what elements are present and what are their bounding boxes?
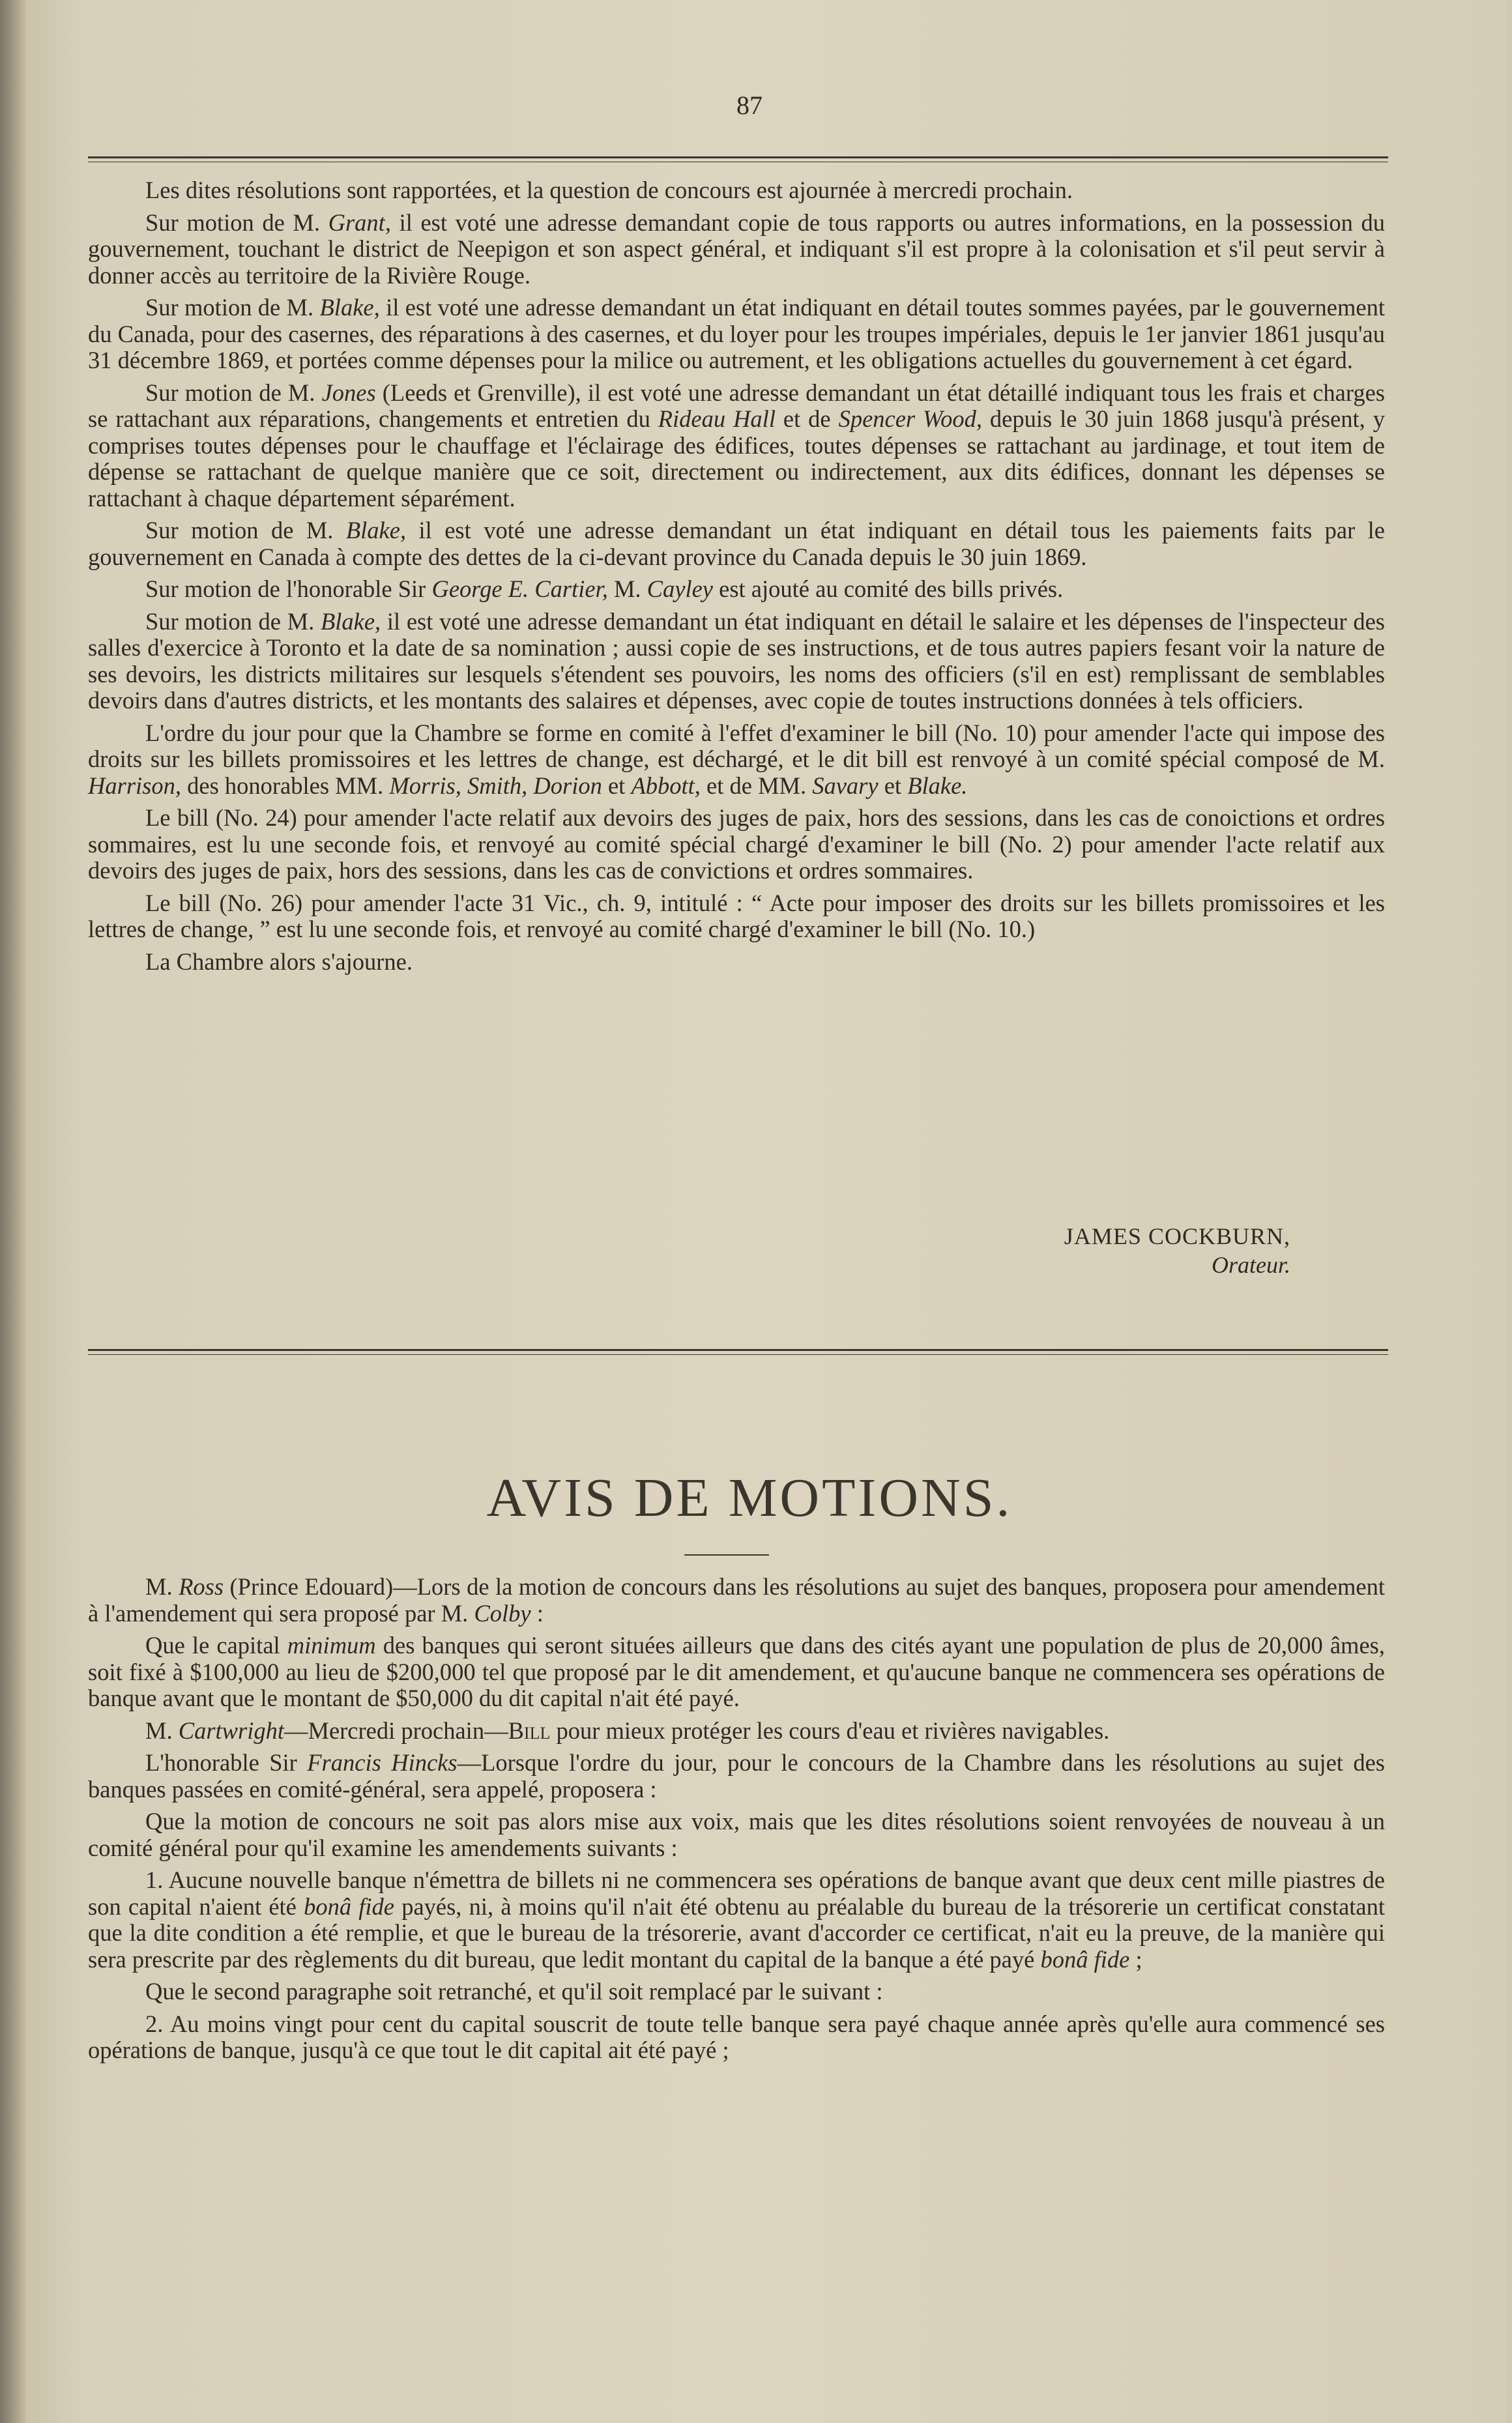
text-segment: il est voté une adresse demandant un état indiquant en détail le salaire et les dépenses de l'inspecteur des salles d'exercice à Toronto et la date de sa nomination ; aussi copie de ses instructions, et de tous autres papiers fesant voir la nature de ses devoirs, les districts militaires sur lesquels s'étendent ses pouvoirs, les noms des officiers (s'il en est) remplissant de semblables devoirs dans d'autres districts, et les montants des salaires et dépenses, avec copie de toutes instructions données à tels officiers.	[88, 607, 1385, 714]
member-name: Jones	[321, 379, 376, 406]
text-segment: pour mieux protéger les cours d'eau et rivières navigables.	[550, 1717, 1110, 1744]
emphasis: minimum	[287, 1632, 376, 1659]
notice-n4	[88, 1750, 1385, 1803]
proceedings-section	[88, 177, 1385, 981]
text-segment: et de	[775, 405, 839, 432]
text-segment: Les dites résolutions sont rapportées, et la question de concours est ajournée à mercredi prochain.	[145, 177, 1073, 203]
place-name: Spencer Wood,	[838, 405, 982, 432]
document-page	[26, 0, 1505, 2423]
text-segment: —Mercredi prochain—	[284, 1717, 508, 1744]
speaker-title: Orateur.	[1211, 1252, 1290, 1278]
paragraph-p11	[88, 949, 1385, 976]
text-segment: L'ordre du jour pour que la Chambre se forme en comité à l'effet d'examiner le bill (No. 10) pour amender l'acte qui impose des droits sur les billets promissoires et les lettres de change, est déchargé, et le dit bill est renvoyé à un comité spécial composé de M.	[88, 719, 1385, 772]
member-name: Francis Hincks	[307, 1749, 458, 1776]
member-name: Harrison,	[88, 772, 181, 799]
text-segment: il est voté une adresse demandant un état indiquant en détail tous les paiements faits par le gouvernement en Canada à compte des dettes de la ci-devant province du Canada depuis le 30 juin 1869.	[88, 517, 1385, 570]
text-segment: Sur motion de l'honorable Sir	[145, 575, 432, 602]
text-segment: des banques qui seront situées ailleurs que dans des cités ayant une population de plus de 20,000 âmes, soit fixé à $100,000 au lieu de $200,000 tel que proposé par le dit amendement, et qu'aucune banque ne commencera ses opérations de banque avant que le montant de $50,000 du dit capital n'ait été payé.	[88, 1632, 1385, 1711]
text-segment: payés, ni, à moins qu'il n'ait été obtenu au préalable du bureau de la trésorerie un certificat constatant que la dite condition a été remplie, et que le bureau de la trésorerie, avant d'accorder ce certificat, n'ait eu la preuve, de la manière qui sera prescrite par des règlements du dit bureau, que ledit montant du capital de la banque a été payé	[88, 1893, 1385, 1973]
paragraph-p1	[88, 177, 1385, 204]
speaker-name: JAMES COCKBURN,	[1064, 1223, 1290, 1249]
member-name: George E. Cartier,	[431, 575, 608, 602]
paragraph-p4	[88, 380, 1385, 512]
text-segment: ;	[1129, 1945, 1142, 1973]
text-segment: Que la motion de concours ne soit pas alors mise aux voix, mais que les dites résolutions soient renvoyées de nouveau à un comité général pour qu'il examine les amendements suivants :	[88, 1808, 1385, 1861]
place-name: Rideau Hall	[658, 405, 776, 432]
text-segment: L'honorable Sir	[145, 1749, 308, 1776]
paragraph-p3	[88, 295, 1385, 374]
text-segment: Sur motion de M.	[145, 379, 322, 406]
text-segment: depuis le 30 juin 1868 jusqu'à présent, y comprises toutes dépenses pour le chauffage et l'éclairage des édifices, toutes dépenses se rattachant au jardinage, et tout item de dépense se rattachant de quelque manière que ce soit, directement ou indirectement, aux dits édifices, donnant les dépenses se rattachant à chaque département séparément.	[88, 405, 1385, 512]
member-name: Colby	[474, 1599, 531, 1627]
member-name: Blake.	[907, 772, 968, 799]
text-segment: et de MM.	[700, 772, 813, 799]
member-name: Cartwright	[178, 1717, 284, 1744]
text-segment: des honorables MM.	[181, 772, 390, 799]
notice-n6	[88, 1867, 1385, 1973]
member-name: Ross	[179, 1573, 224, 1600]
text-segment: (Prince Edouard)—Lors de la motion de concours dans les résolutions au sujet des banques, proposera pour amendement à l'amendement qui sera proposé par M.	[88, 1573, 1385, 1627]
paragraph-p9	[88, 805, 1385, 884]
emphasis: bonâ fide	[304, 1893, 394, 1920]
text-segment: Que le capital	[145, 1632, 287, 1659]
text-segment: Sur motion de M.	[145, 209, 328, 236]
header-rule	[88, 156, 1388, 162]
paragraph-p8	[88, 720, 1385, 800]
text-segment: Le bill (No. 24) pour amender l'acte relatif aux devoirs des juges de paix, hors des sessions, dans les cas de conoictions et ordres sommaires, est lu une seconde fois, et renvoyé au comité spécial chargé d'examiner le bill (No. 2) pour amender l'acte relatif aux devoirs des juges de paix, hors des sessions, dans les cas de convictions et ordres sommaires.	[88, 804, 1385, 884]
text-segment: Le bill (No. 26) pour amender l'acte 31 Vic., ch. 9, intitulé : “ Acte pour imposer des droits sur les billets promissoires et les lettres de change, ” est lu une seconde fois, et renvoyé au comité chargé d'examiner le bill (No. 10.)	[88, 889, 1385, 942]
text-segment: Sur motion de M.	[145, 294, 320, 321]
text-segment: :	[531, 1599, 544, 1627]
text-segment: La Chambre alors s'ajourne.	[145, 948, 413, 975]
signature-block	[808, 1222, 1290, 1279]
member-name: Blake,	[345, 517, 407, 544]
page-number: 87	[736, 91, 763, 120]
text-segment: Que le second paragraphe soit retranché, et qu'il soit remplacé par le suivant :	[145, 1978, 883, 2005]
member-name: Blake,	[320, 607, 381, 635]
section-heading: AVIS DE MOTIONS.	[486, 1468, 1013, 1528]
text-segment: et	[878, 772, 908, 799]
text-segment: M.	[145, 1573, 179, 1600]
notice-n7	[88, 1979, 1385, 2005]
paragraph-p6	[88, 576, 1385, 603]
bill-label: Bill	[508, 1717, 551, 1744]
section-rule	[88, 1349, 1388, 1355]
member-name: Abbott,	[631, 772, 701, 799]
member-name: Morris, Smith, Dorion	[389, 772, 602, 799]
text-segment: M.	[145, 1717, 179, 1744]
member-name: Grant,	[328, 209, 391, 236]
notice-n1	[88, 1574, 1385, 1627]
paragraph-p7	[88, 609, 1385, 714]
text-segment: (Leeds et Grenville), il est voté une adresse demandant un état détaillé indiquant tous les frais et charges se rattachant aux réparations, changements et entretien du	[88, 379, 1385, 432]
paragraph-p2	[88, 210, 1385, 289]
book-spine-shadow	[0, 0, 26, 2423]
notice-n8	[88, 2011, 1385, 2064]
heading-underline	[684, 1554, 769, 1556]
emphasis: bonâ fide	[1040, 1945, 1130, 1973]
notice-n3	[88, 1718, 1385, 1745]
text-segment: 2. Au moins vingt pour cent du capital souscrit de toute telle banque sera payé chaque année après qu'elle aura commencé ses opérations de banque, jusqu'à ce que tout le dit capital ait été payé ;	[88, 2010, 1385, 2063]
text-segment: Sur motion de M.	[145, 607, 321, 635]
notice-n5	[88, 1808, 1385, 1861]
member-name: Savary	[812, 772, 879, 799]
text-segment: et	[602, 772, 632, 799]
notice-n2	[88, 1632, 1385, 1712]
text-segment: 1. Aucune nouvelle banque n'émettra de billets ni ne commencera ses opérations de banque avant que deux cent mille piastres de son capital n'aient été	[88, 1866, 1385, 1920]
notices-section	[88, 1574, 1385, 2070]
paragraph-p10	[88, 890, 1385, 943]
text-segment: il est voté une adresse demandant copie de tous rapports ou autres informations, en la possession du gouvernement, touchant le district de Neepigon et son aspect général, et indiquant s'il est propre à la colonisation et s'il peut servir à donner accès au territoire de la Rivière Rouge.	[88, 209, 1385, 289]
paragraph-p5	[88, 517, 1385, 570]
text-segment: —Lorsque l'ordre du jour, pour le concours de la Chambre dans les résolutions au sujet des banques passées en comité-général, sera appelé, proposera :	[88, 1749, 1385, 1803]
member-name: Blake,	[319, 294, 380, 321]
text-segment: est ajouté au comité des bills privés.	[713, 575, 1064, 602]
text-segment: il est voté une adresse demandant un état indiquant en détail toutes sommes payées, par le gouvernement du Canada, pour des casernes, des réparations à des casernes, et du loyer pour les troupes impériales, depuis le 1er janvier 1861 jusqu'au 31 décembre 1869, et portées comme dépenses pour la milice ou autrement, et les obligations actuelles du gouvernement à cet égard.	[88, 294, 1385, 373]
text-segment: M.	[607, 575, 647, 602]
text-segment: Sur motion de M.	[145, 517, 346, 544]
member-name: Cayley	[647, 575, 714, 602]
